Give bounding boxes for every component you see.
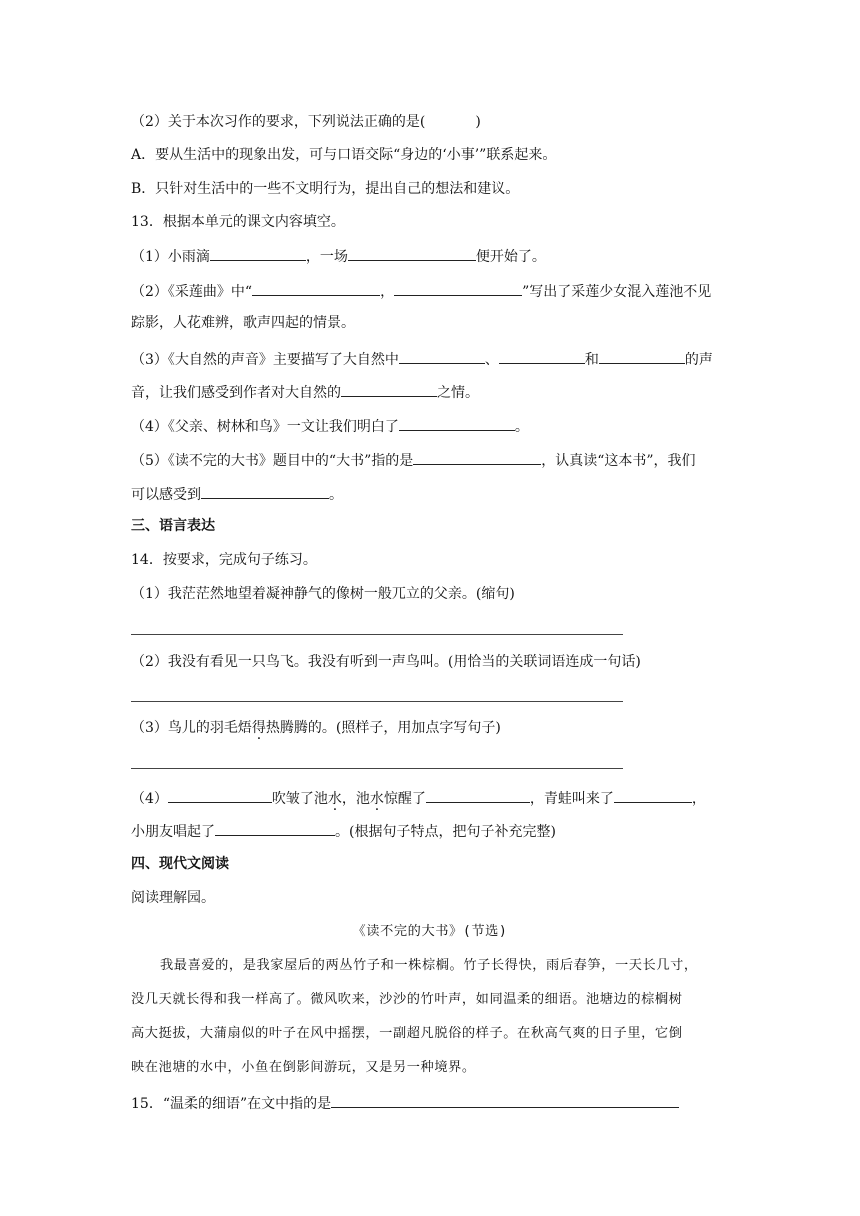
- q13-part1: （1）小雨滴 ，一场 便开始了。: [131, 245, 546, 267]
- blank[interactable]: [341, 381, 437, 397]
- blank[interactable]: [399, 415, 515, 431]
- question-12-2-stem: （2）关于本次习作的要求，下列说法正确的是( ): [131, 114, 481, 130]
- passage-title: 《读不完的大书》(节选): [352, 924, 508, 939]
- q13-part2: （2）《采莲曲》中“ ， ”写出了采莲少女混入莲池不见: [131, 280, 711, 302]
- dotted-char: 得: [251, 720, 266, 736]
- q14-sentence4-cont: 小朋友唱起了 。(根据句子特点，把句子补充完整): [131, 820, 556, 842]
- question-15: 15．“温柔的细语”在文中指的是: [131, 1092, 679, 1114]
- section-4-title: 四、现代文阅读: [131, 856, 229, 872]
- blank[interactable]: [394, 280, 522, 296]
- blank[interactable]: [399, 348, 485, 364]
- blank[interactable]: [252, 280, 380, 296]
- passage-line: 我最喜爱的，是我家屋后的两丛竹子和一株棕榈。竹子长得快，雨后春笋，一天长几寸，: [160, 958, 698, 973]
- blank[interactable]: [168, 787, 272, 803]
- q14-sentence2: （2）我没有看见一只鸟飞。我没有听到一声鸟叫。(用恰当的关联词语连成一句话): [131, 654, 641, 670]
- blank[interactable]: [599, 348, 685, 364]
- blank[interactable]: [210, 245, 306, 261]
- blank[interactable]: [499, 348, 585, 364]
- dotted-char: 水: [369, 791, 384, 807]
- option-b: B．只针对生活中的一些不文明行为，提出自己的想法和建议。: [131, 181, 520, 197]
- q13-part5: （5）《读不完的大书》题目中的“大书”指的是 ，认真读“这本书”，我们: [131, 449, 696, 471]
- blank[interactable]: [201, 483, 329, 499]
- q13-part4: （4）《父亲、树林和鸟》一文让我们明白了 。: [131, 415, 529, 437]
- q13-part5-cont: 可以感受到 。: [131, 483, 343, 505]
- q14-sentence4: （4） 吹皱了池水，池水惊醒了 ，青蛙叫来了 ，: [131, 787, 706, 809]
- question-13-title: 13．根据本单元的课文内容填空。: [131, 214, 345, 230]
- blank[interactable]: [331, 1092, 679, 1108]
- answer-line[interactable]: [131, 701, 623, 702]
- passage-line: 映在池塘的水中，小鱼在倒影间游玩，又是另一种境界。: [131, 1060, 476, 1075]
- reading-intro: 阅读理解园。: [131, 890, 215, 906]
- passage-line: 没几天就长得和我一样高了。微风吹来，沙沙的竹叶声，如同温柔的细语。池塘边的棕榈树: [131, 992, 683, 1007]
- section-3-title: 三、语言表达: [131, 518, 215, 534]
- blank[interactable]: [614, 787, 692, 803]
- blank[interactable]: [413, 449, 541, 465]
- q13-part3-cont: 音，让我们感受到作者对大自然的 之情。: [131, 381, 479, 403]
- q13-part2-cont: 踪影，人花难辨，歌声四起的情景。: [131, 315, 355, 331]
- q14-sentence3: （3）鸟儿的羽毛焐得热腾腾的。(照样子，用加点字写句子): [131, 720, 501, 736]
- dotted-char: 水: [327, 791, 342, 807]
- answer-line[interactable]: [131, 634, 623, 635]
- q13-part3: （3）《大自然的声音》主要描写了大自然中 、 和 的声: [131, 348, 713, 370]
- q14-sentence1: （1）我茫茫然地望着凝神静气的像树一般兀立的父亲。(缩句): [131, 586, 515, 602]
- passage-line: 高大挺拔，大蒲扇似的叶子在风中摇摆，一副超凡脱俗的样子。在秋高气爽的日子里，它倒: [131, 1026, 683, 1041]
- blank[interactable]: [215, 820, 335, 836]
- question-14-title: 14．按要求，完成句子练习。: [131, 552, 317, 568]
- option-a: A．要从生活中的现象出发，可与口语交际“身边的‘小事’”联系起来。: [131, 147, 557, 163]
- blank[interactable]: [348, 245, 476, 261]
- blank[interactable]: [426, 787, 530, 803]
- answer-line[interactable]: [131, 768, 623, 769]
